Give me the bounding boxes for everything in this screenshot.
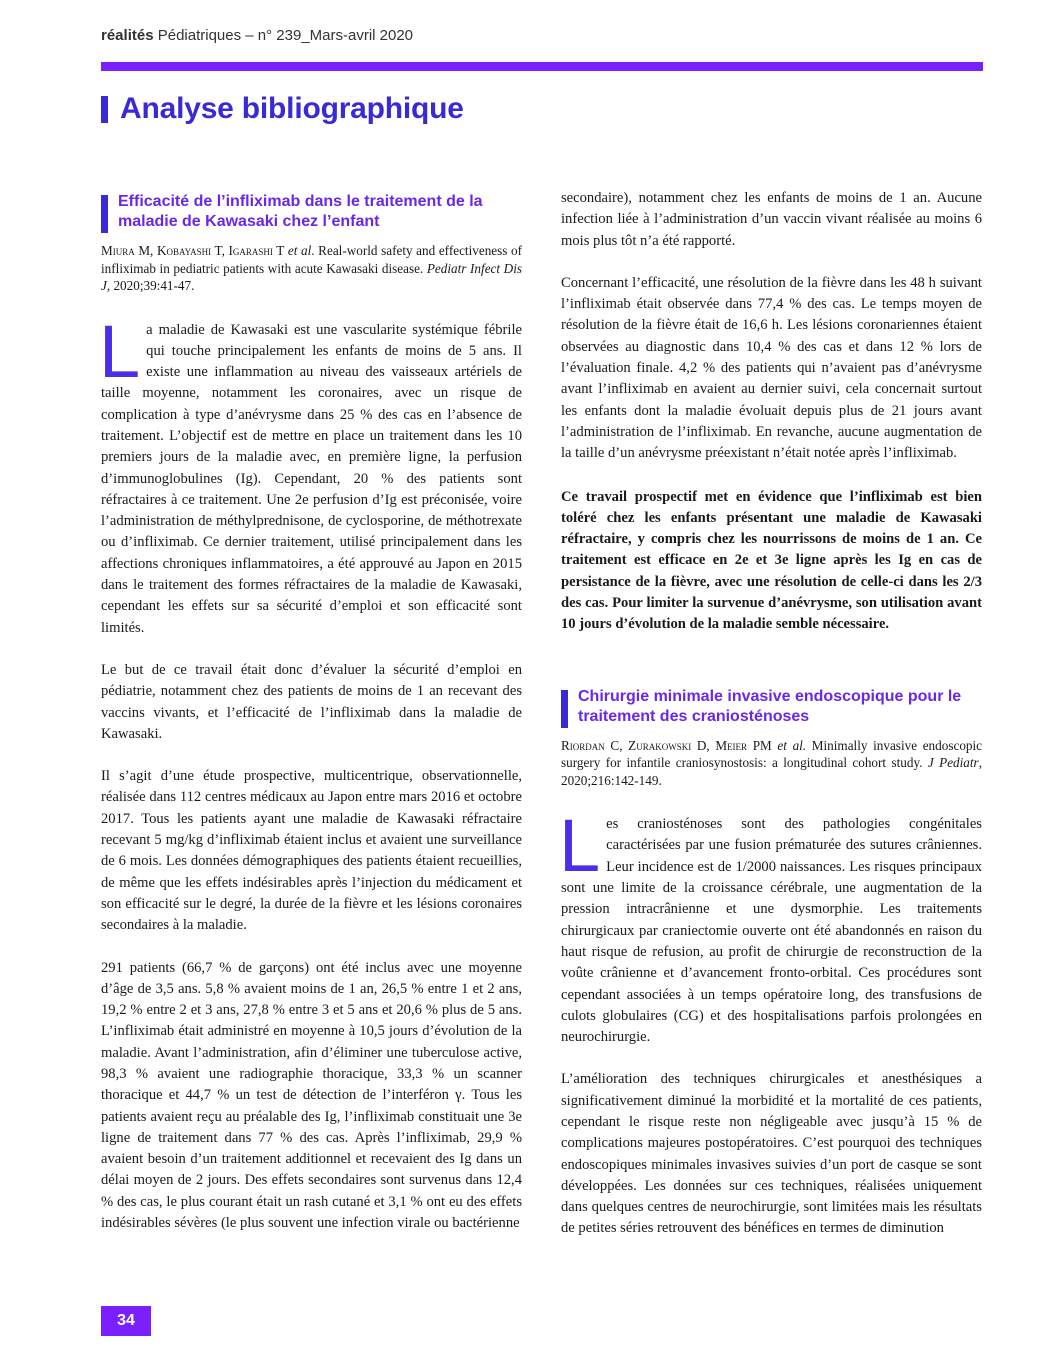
article1-journal: Pediatr Infect Dis J (101, 260, 522, 293)
article2-citation: , 2020;216:142-149. (561, 755, 982, 788)
article1-ref-text: . Real-world safety and effectiveness of infliximab in pediatric patients with acute Kawasaki disease. (101, 243, 523, 276)
article1-title: Efficacité de l’infliximab dans le traitement de la maladie de Kawasaki chez l’enfant (118, 193, 483, 230)
article2-bar-icon (561, 690, 568, 728)
article2-paragraph-1 (559, 804, 982, 1048)
article1-citation: , 2020;39:41-47. (106, 278, 195, 293)
article1-reference (101, 242, 522, 295)
brand-name: réalités (101, 27, 154, 44)
article2-title: Chirurgie minimale invasive endoscopique pour le traitement des craniosténoses (578, 687, 962, 725)
article2-ref-text: Minimally invasive endoscopic surgery for infantile craniosynostosis: a longitudinal cohort study. (561, 737, 983, 771)
article1-paragraph-1 (99, 309, 522, 639)
section-bar-icon (101, 96, 108, 123)
section-title: Analyse bibliographique (120, 92, 464, 125)
article1-heading (101, 192, 522, 232)
article1-etal: et al (287, 243, 312, 258)
article1-authors: Miura M, Kobayashi T, Igarashi T (101, 243, 285, 258)
article1-bar-icon (101, 195, 108, 233)
article1-conclusion: Ce travail prospectif met en évidence que l’infliximab est bien toléré chez les enfants présentant une maladie de Kawasaki réfractaire, y compris chez les nourrissons de moins de 1 an. Ce traitement est efficace en 2e et 3e ligne après les Ig en cas de persistance de la fièvre, avec une résolution de celle-ci dans les 2/3 des cas. Pour limiter la survenue d’anévrysme, son utilisation avant 10 jours d’évolution de la maladie semble nécessaire. (561, 488, 982, 633)
article1-paragraph-2: Le but de ce travail était donc d’évaluer la sécurité d’emploi en pédiatrie, notamment chez des patients de moins de 1 an recevant des vaccins vivants, et l’efficacité de l’infliximab dans la maladie de Kawasaki. (101, 661, 522, 742)
article1-paragraph-5: secondaire), notamment chez les enfants de moins de 1 an. Aucune infection liée à l’administration d’un vaccin vivant réalisée au moins 6 mois plus tôt n’a été rapporté. (561, 190, 982, 249)
section-heading (101, 91, 464, 127)
running-head (101, 27, 413, 44)
article2-etal: et al. (777, 737, 807, 753)
page-number: 34 (101, 1306, 151, 1336)
article2-reference (561, 737, 982, 790)
article1-paragraph-6: Concernant l’efficacité, une résolution de la fièvre dans les 48 h suivant l’infliximab était observée dans 77,4 % des cas. Le temps moyen de résolution de la fièvre était de 16,6 h. Les lésions coronariennes étaient observées au diagnostic dans 10,4 % des cas et dans 12 % lors de l’évaluation finale. 4,2 % des patients qui n’avaient pas d’anévrysme avant l’infliximab en avaient au dernier suivi, cela concernait surtout les enfants dont la maladie évoluait depuis plus de 21 jours avant l’administration de l’infliximab. En revanche, aucune augmentation de la taille d’un anévrysme préexistant n’était notée après l’infliximab. (561, 274, 982, 462)
left-column (101, 192, 522, 1255)
article2-dropcap: L (559, 804, 601, 888)
article2-heading (561, 687, 982, 727)
article1-paragraph-4: 291 patients (66,7 % de garçons) ont été inclus avec une moyenne d’âge de 3,5 ans. 5,8 % avaient moins de 1 an, 26,5 % entre 1 et 2 ans, 19,2 % entre 2 et 3 ans, 27,8 % entre 3 et 5 ans et 20,6 % plus de 5 ans. L’infliximab était administré en moyenne à 10,5 jours d’évolution de la maladie. Avant l’administration, afin d’éliminer une tuberculose active, 98,3 % avaient une radiographie thoracique, 33,3 % un scanner thoracique et 44,7 % un test de détection de l’interféron γ. Tous les patients avaient reçu au préalable des Ig, l’infliximab constituait une 3e ligne de traitement dans 77 % des cas. Après l’infliximab, 29,9 % avaient besoin d’un traitement additionnel et recevaient des Ig dans un délai moyen de 2 jours. Des effets secondaires sont survenus dans 12,4 % des cas, le plus courant était un rash cutané et 3,1 % ont eu des effets indésirables sévères (le plus souvent une infection virale ou bactérienne (101, 959, 522, 1232)
article1-paragraph-3: Il s’agit d’une étude prospective, multicentrique, observationnelle, réalisée dans 112 centres médicaux au Japon entre mars 2016 et octobre 2017. Tous les patients ayant une maladie de Kawasaki réfractaire recevant 5 mg/kg d’infliximab étaient inclus et avaient une surveillance de 6 mois. Les données démographiques des patients étaient recueillies, de même que les effets indésirables après l’injection du médicament et son efficacité sur le degré, la durée de la fièvre et les lésions coronaires secondaires à la maladie. (101, 768, 522, 934)
journal-issue: Pédiatriques – n° 239_Mars-avril 2020 (157, 27, 414, 44)
header-rule (101, 62, 983, 71)
article2-authors: Riordan C, Zurakowski D, Meier PM (561, 737, 772, 753)
article2-p1-text: es craniosténoses sont des pathologies congénitales caractérisées par une fusion prématurée des sutures crâniennes. Leur incidence est de 1/2000 naissances. Les risques principaux sont une limite de la croissance cérébrale, une augmentation de la pression intracrânienne et une dysmorphie. Les traitements chirurgicaux par craniectomie ouverte ont été abandonnés en raison du haut risque de refusion, au profit de chirurgie de reconstruction de la voûte crânienne et d’avancement fronto-orbital. Ces procédures sont cependant associées à un temps opératoire long, des transfusions de culots globulaires (CG) et des hospitalisations parfois prolongées en neurochirurgie. (561, 816, 982, 1046)
right-column (561, 188, 982, 1261)
article1-p1-text: a maladie de Kawasaki est une vascularite systémique fébrile qui touche principalement les enfants de moins de 5 ans. Il existe une inflammation au niveau des vaisseaux artériels de taille moyenne, notamment les coronaires, avec un risque de complication à type d’anévrysme dans 25 % des cas en l’absence de traitement. L’objectif est de mettre en place un traitement dans les 10 premiers jours de la maladie avec, en première ligne, la perfusion d’immunoglobulines (Ig). Cependant, 20 % des patients sont réfractaires à ce traitement. Une 2e perfusion d’Ig est préconisée, voire l’administration de méthylprednisone, de cyclosporine, de méthotrexate ou d’infliximab. Ce dernier traitement, utilisé principalement dans les affections chroniques inflammatoires, a été approuvé au Japon en 2015 dans le traitement des formes réfractaires de la maladie de Kawasaki, cependant les effets sur sa sécurité d’emploi et son efficacité sont limités. (101, 321, 522, 636)
article2-journal: J Pediatr (927, 755, 979, 771)
article2-paragraph-2: L’amélioration des techniques chirurgicales et anesthésiques a significativement diminué la morbidité et la mortalité de ces patients, cependant le risque reste non négligeable avec jusqu’à 15 % de complications majeures postopératoires. C’est pourquoi des techniques endoscopiques minimales invasives suivies d’un port de casque se sont développées. Les données sur ces techniques, réalisées uniquement dans quelques centres de neurochirurgie, sont limitées mais les résultats de petites séries retrouvent des bénéfices en termes de diminution (561, 1071, 982, 1237)
article1-dropcap: L (99, 309, 141, 393)
